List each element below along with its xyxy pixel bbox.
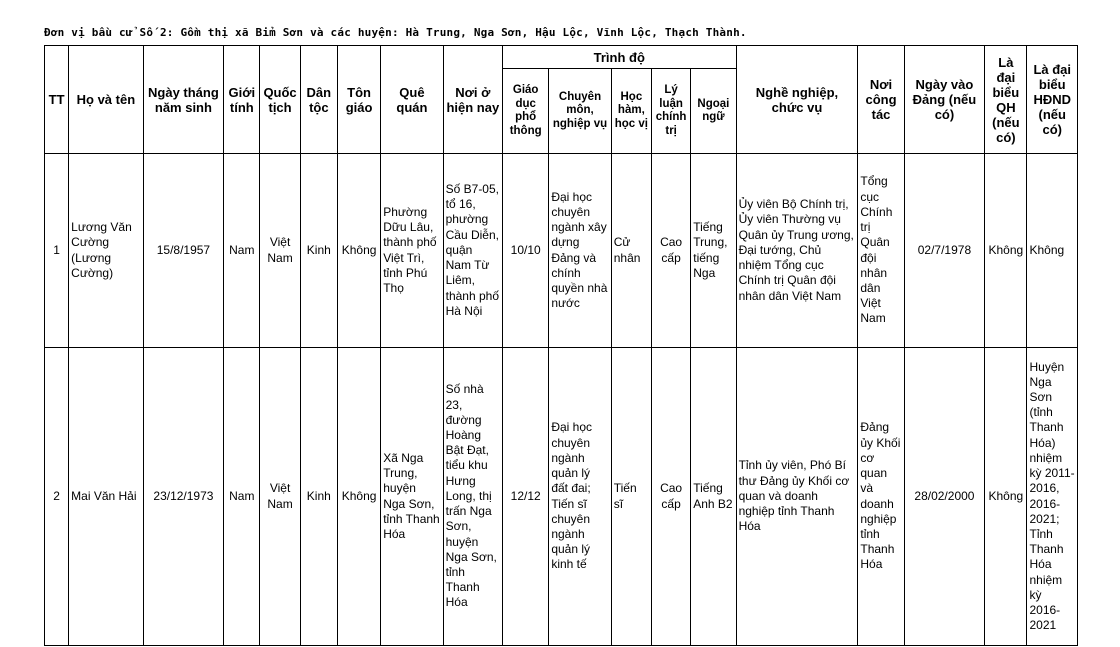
cell-gender: Nam	[224, 348, 260, 646]
header-religion: Tôn giáo	[337, 46, 380, 154]
header-dob: Ngày tháng năm sinh	[143, 46, 224, 154]
cell-religion: Không	[337, 348, 380, 646]
header-na-deputy: Là đại biểu QH (nếu có)	[985, 46, 1027, 154]
table-row	[45, 348, 1078, 646]
cell-party-date: 02/7/1978	[904, 154, 985, 348]
header-workplace: Nơi công tác	[858, 46, 904, 154]
cell-tt: 1	[45, 154, 69, 348]
header-general-edu: Giáo dục phổ thông	[503, 69, 549, 154]
cell-tt: 2	[45, 348, 69, 646]
cell-nationality: Việt Nam	[260, 154, 300, 348]
cell-gender: Nam	[224, 154, 260, 348]
cell-name: Mai Văn Hải	[69, 348, 144, 646]
cell-workplace: Tổng cục Chính trị Quân đội nhân dân Việt Nam	[858, 154, 904, 348]
cell-occupation: Ủy viên Bộ Chính trị, Ủy viên Thường vụ Quân ủy Trung ương, Đại tướng, Chủ nhiệm Tổng cục Chính trị Quân đội nhân dân Việt Nam	[736, 154, 858, 348]
header-tt: TT	[45, 46, 69, 154]
cell-hometown: Xã Nga Trung, huyện Nga Sơn, tỉnh Thanh Hóa	[381, 348, 443, 646]
cell-professional: Đại học chuyên ngành xây dựng Đảng và chính quyền nhà nước	[549, 154, 611, 348]
header-hometown: Quê quán	[381, 46, 443, 154]
cell-hometown: Phường Dữu Lâu, thành phố Việt Trì, tỉnh Phú Thọ	[381, 154, 443, 348]
cell-name: Lương Văn Cường (Lương Cường)	[69, 154, 144, 348]
cell-dob: 15/8/1957	[143, 154, 224, 348]
cell-academic: Cử nhân	[611, 154, 651, 348]
cell-language: Tiếng Trung, tiếng Nga	[691, 154, 736, 348]
header-political: Lý luận chính trị	[651, 69, 690, 154]
header-ethnicity: Dân tộc	[300, 46, 337, 154]
header-name: Họ và tên	[69, 46, 144, 154]
header-residence: Nơi ở hiện nay	[443, 46, 502, 154]
header-academic: Học hàm, học vị	[611, 69, 651, 154]
cell-religion: Không	[337, 154, 380, 348]
cell-ethnicity: Kinh	[300, 154, 337, 348]
cell-language: Tiếng Anh B2	[691, 348, 736, 646]
header-nationality: Quốc tịch	[260, 46, 300, 154]
header-gender: Giới tính	[224, 46, 260, 154]
header-professional: Chuyên môn, nghiệp vụ	[549, 69, 611, 154]
cell-residence: Số B7-05, tổ 16, phường Cầu Diễn, quận Nam Từ Liêm, thành phố Hà Nội	[443, 154, 502, 348]
cell-political: Cao cấp	[651, 348, 690, 646]
cell-na-deputy: Không	[985, 154, 1027, 348]
header-party-date: Ngày vào Đảng (nếu có)	[904, 46, 985, 154]
cell-nationality: Việt Nam	[260, 348, 300, 646]
candidate-table	[44, 45, 1078, 646]
header-council-deputy: Là đại biểu HĐND (nếu có)	[1027, 46, 1078, 154]
cell-general-edu: 10/10	[503, 154, 549, 348]
cell-ethnicity: Kinh	[300, 348, 337, 646]
header-occupation: Nghề nghiệp, chức vụ	[736, 46, 858, 154]
table-row	[45, 154, 1078, 348]
cell-council-deputy: Huyện Nga Sơn (tỉnh Thanh Hóa) nhiệm kỳ 2011-2016, 2016-2021; Tỉnh Thanh Hóa nhiệm kỳ 2016-2021	[1027, 348, 1078, 646]
cell-general-edu: 12/12	[503, 348, 549, 646]
document-title: Đơn vị bầu cử Số 2: Gồm thị xã Bỉm Sơn và các huyện: Hà Trung, Nga Sơn, Hậu Lộc, Vĩnh Lộc, Thạch Thành.	[44, 26, 747, 39]
cell-professional: Đại học chuyên ngành quản lý đất đai; Tiến sĩ chuyên ngành quản lý kinh tế	[549, 348, 611, 646]
cell-dob: 23/12/1973	[143, 348, 224, 646]
header-education-group: Trình độ	[503, 46, 737, 69]
cell-residence: Số nhà 23, đường Hoàng Bật Đạt, tiểu khu Hưng Long, thị trấn Nga Sơn, huyện Nga Sơn, tỉnh Thanh Hóa	[443, 348, 502, 646]
cell-political: Cao cấp	[651, 154, 690, 348]
cell-na-deputy: Không	[985, 348, 1027, 646]
cell-party-date: 28/02/2000	[904, 348, 985, 646]
cell-academic: Tiến sĩ	[611, 348, 651, 646]
header-language: Ngoại ngữ	[691, 69, 736, 154]
cell-council-deputy: Không	[1027, 154, 1078, 348]
cell-occupation: Tỉnh ủy viên, Phó Bí thư Đảng ủy Khối cơ quan và doanh nghiệp tỉnh Thanh Hóa	[736, 348, 858, 646]
cell-workplace: Đảng ủy Khối cơ quan và doanh nghiệp tỉnh Thanh Hóa	[858, 348, 904, 646]
